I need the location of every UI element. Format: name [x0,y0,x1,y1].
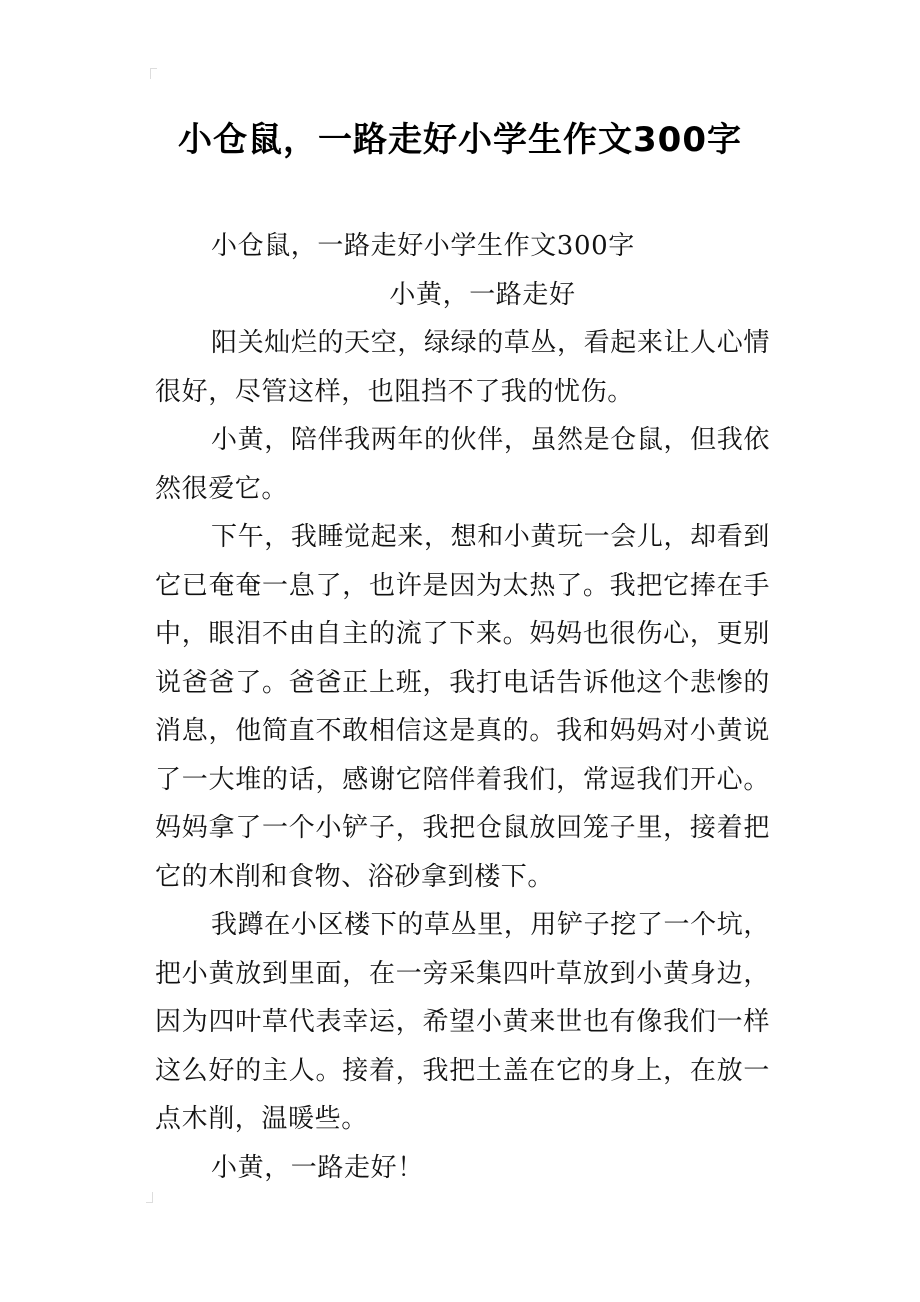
paragraph: 小黄，陪伴我两年的伙伴，虽然是仓鼠，但我依然很爱它。 [155,425,770,504]
intro-line: 小仓鼠，一路走好小学生作文300字 [211,231,635,261]
paragraph: 阳关灿烂的天空，绿绿的草丛，看起来让人心情很好，尽管这样，也阻挡不了我的忧伤。 [155,328,770,407]
closing-line: 小黄，一路走好！ [211,1152,424,1183]
paragraph: 下午，我睡觉起来，想和小黄玩一会儿，却看到它已奄奄一息了，也许是因为太热了。我把它捧在手中，眼泪不由自主的流了下来。妈妈也很伤心，更别说爸爸了。爸爸正上班，我打电话告诉他这个悲惨的消息，他简直不敢相信这是真的。我和妈妈对小黄说了一大堆的话，感谢它陪伴着我们，常逗我们开心。妈妈拿了一个小铲子，我把仓鼠放回笼子里，接着把它的木削和食物、浴砂拿到楼下。 [155,522,770,892]
subtitle: 小黄，一路走好 [389,279,576,310]
document-body [155,222,770,1192]
paragraph: 我蹲在小区楼下的草丛里，用铲子挖了一个坑，把小黄放到里面，在一旁采集四叶草放到小黄身边，因为四叶草代表幸运，希望小黄来世也有像我们一样这么好的主人。接着，我把土盖在它的身上，在放一点木削，温暖些。 [155,910,770,1134]
corner-mark [146,1192,153,1203]
document-title: 小仓鼠，一路走好小学生作文300字 [178,120,742,160]
corner-mark [150,68,157,79]
